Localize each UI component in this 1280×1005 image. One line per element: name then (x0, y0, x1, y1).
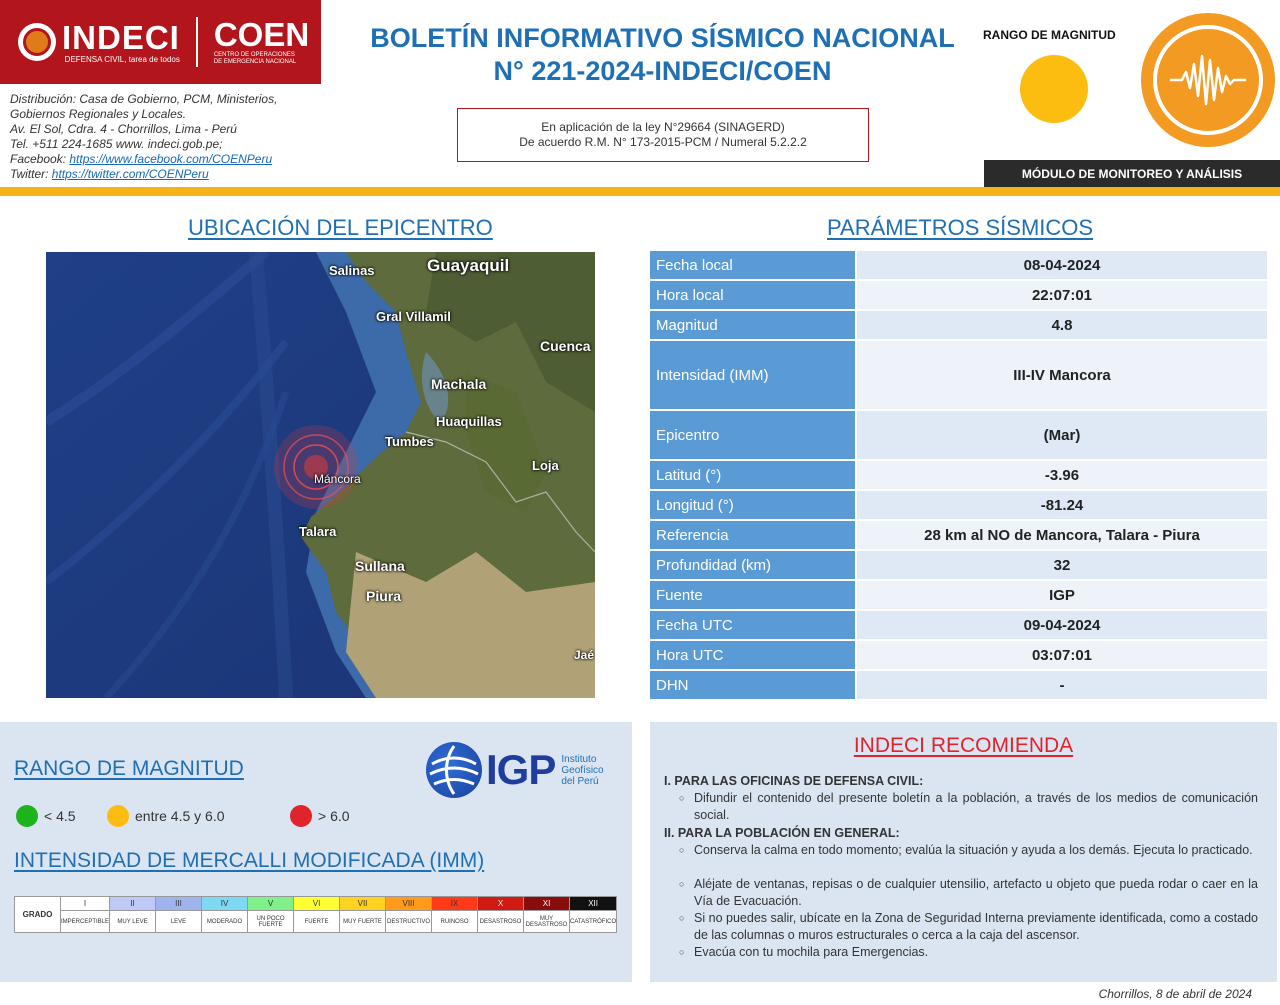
logo-divider (196, 17, 198, 67)
mercalli-level-number: XII (570, 897, 617, 911)
parameter-row (650, 551, 1267, 579)
seismograph-icon (1141, 13, 1275, 147)
mercalli-level-number: VII (340, 897, 386, 911)
recommendation-item: ○ Evacúa con tu mochila para Emergencias. (694, 944, 1258, 961)
parameter-value: 28 km al NO de Mancora, Talara - Piura (857, 521, 1267, 549)
parameter-value: 22:07:01 (857, 281, 1267, 309)
igp-subtitle-line: Geofísico (561, 764, 604, 776)
address-line: Av. El Sol, Cdra. 4 - Chorrillos, Lima - Perú (10, 122, 237, 136)
magnitude-range-indicator (1020, 55, 1088, 123)
parameter-value: 4.8 (857, 311, 1267, 339)
map-label-guayaquil: Guayaquil (427, 256, 510, 275)
mercalli-level-number: II (110, 897, 156, 911)
map-label-tumbes: Tumbes (385, 434, 434, 449)
mercalli-level-number: IX (432, 897, 478, 911)
legend-item-mid (107, 805, 225, 827)
map-label-salinas: Salinas (329, 263, 375, 278)
igp-subtitle (561, 754, 603, 787)
seismic-parameters-table (650, 251, 1267, 701)
parameter-row (650, 341, 1267, 409)
mercalli-level-description: IMPERCEPTIBLE (61, 911, 110, 933)
parameter-key: Longitud (°) (650, 491, 855, 519)
map-label-sullana: Sullana (355, 558, 405, 574)
mercalli-scale-table (14, 896, 617, 933)
mercalli-level-description: DESASTROSO (478, 911, 524, 933)
coen-wordmark: COEN (213, 16, 310, 53)
parameter-value: 32 (857, 551, 1267, 579)
parameter-key: Hora local (650, 281, 855, 309)
header-divider (0, 187, 1280, 196)
facebook-line (10, 152, 310, 167)
indeci-tagline: DEFENSA CIVIL, tarea de todos (64, 54, 180, 64)
recommendations-list (664, 772, 1258, 961)
parameters-section-title: PARÁMETROS SÍSMICOS (827, 215, 1094, 240)
parameter-row (650, 641, 1267, 669)
igp-subtitle-line: del Perú (561, 775, 599, 787)
mercalli-level-number: V (248, 897, 294, 911)
mercalli-level-number: I (61, 897, 110, 911)
coen-logo (214, 18, 309, 66)
distribution-line: Distribución: Casa de Gobierno, PCM, Ministerios, (10, 92, 278, 106)
law-reference-box (457, 108, 869, 162)
map-label-machala: Machala (431, 376, 487, 392)
parameter-key: Latitud (°) (650, 461, 855, 489)
parameter-value: -3.96 (857, 461, 1267, 489)
parameter-row (650, 281, 1267, 309)
coen-tagline-1: CENTRO DE OPERACIONES (213, 52, 295, 58)
parameter-key: Hora UTC (650, 641, 855, 669)
epicenter-map (46, 252, 595, 698)
parameter-value: 03:07:01 (857, 641, 1267, 669)
coen-tagline-2: DE EMERGENCIA NACIONAL (213, 59, 297, 65)
facebook-link[interactable]: https://www.facebook.com/COENPeru (69, 152, 273, 166)
mercalli-level-description: MUY DESASTROSO (524, 911, 570, 933)
red-dot-icon (290, 805, 312, 827)
igp-globe-icon (426, 742, 482, 798)
parameter-row (650, 521, 1267, 549)
map-label-piura: Piura (366, 588, 402, 604)
igp-wordmark: IGP (486, 746, 556, 793)
parameter-value: - (857, 671, 1267, 699)
parameter-row (650, 491, 1267, 519)
parameter-value: 08-04-2024 (857, 251, 1267, 279)
recommendation-item: ○ Difundir el contenido del presente boletín a la población, a través de los medios de comunicación social. (694, 790, 1258, 824)
mercalli-level-description: UN POCO FUERTE (248, 911, 294, 933)
parameter-row (650, 611, 1267, 639)
map-label-talara: Talara (299, 524, 337, 539)
law-line-1: En aplicación de la ley N°29664 (SINAGERD) (541, 120, 785, 134)
recommendation-item: ○ Conserva la calma en todo momento; evalúa la situación y ayuda a los demás. Ejecuta lo practicado. (694, 842, 1258, 859)
mercalli-level-description: RUINOSO (432, 911, 478, 933)
legend-label: > 6.0 (318, 808, 350, 824)
mercalli-level-description: MUY LEVE (110, 911, 156, 933)
parameter-value: 09-04-2024 (857, 611, 1267, 639)
parameter-key: Referencia (650, 521, 855, 549)
parameter-key: DHN (650, 671, 855, 699)
parameter-value: (Mar) (857, 411, 1267, 459)
indeci-wordmark: INDECI (62, 18, 180, 56)
mercalli-level-number: XI (524, 897, 570, 911)
mercalli-level-number: VIII (386, 897, 432, 911)
recommendations-title: INDECI RECOMIENDA (853, 734, 1074, 757)
map-label-gral-villamil: Gral Villamil (376, 309, 451, 324)
bulletin-title-line-1: BOLETÍN INFORMATIVO SÍSMICO NACIONAL (370, 23, 955, 53)
mercalli-level-number: IV (202, 897, 248, 911)
mercalli-level-description: MUY FUERTE (340, 911, 386, 933)
parameter-key: Fecha local (650, 251, 855, 279)
parameter-row (650, 251, 1267, 279)
phone-line: Tel. +511 224-1685 www. indeci.gob.pe; (10, 137, 223, 151)
parameter-row (650, 461, 1267, 489)
parameter-key: Intensidad (IMM) (650, 341, 855, 409)
map-label-jae: Jaé (574, 648, 595, 662)
mercalli-level-description: CATASTRÓFICO (570, 911, 617, 933)
mercalli-level-description: LEVE (156, 911, 202, 933)
igp-logo (426, 742, 604, 798)
bulletin-number: N° 221-2024-INDECI/COEN (493, 56, 832, 86)
recommendation-item: ○ Si no puedes salir, ubícate en la Zona de Seguridad Interna previamente identificada, como a costado de las columnas o muros estructurales o cerca a la caja del ascensor. (694, 910, 1258, 944)
mercalli-level-description: FUERTE (294, 911, 340, 933)
indeci-logo (62, 18, 180, 64)
parameter-key: Magnitud (650, 311, 855, 339)
footer-date: Chorrillos, 8 de abril de 2024 (1098, 987, 1252, 1001)
recommendation-section-heading: II. PARA LA POBLACIÓN EN GENERAL: (664, 826, 900, 840)
indeci-emblem-icon (18, 23, 56, 61)
parameter-key: Fuente (650, 581, 855, 609)
parameter-key: Fecha UTC (650, 611, 855, 639)
parameter-key: Profundidad (km) (650, 551, 855, 579)
map-label-cuenca: Cuenca (540, 338, 591, 354)
recommendation-section-heading: I. PARA LAS OFICINAS DE DEFENSA CIVIL: (664, 774, 924, 788)
distribution-line: Gobiernos Regionales y Locales. (10, 107, 187, 121)
map-label-huaquillas: Huaquillas (436, 414, 502, 429)
magnitude-range-label: RANGO DE MAGNITUD (983, 28, 1116, 42)
yellow-dot-icon (107, 805, 129, 827)
parameter-row (650, 411, 1267, 459)
twitter-link[interactable]: https://twitter.com/COENPeru (51, 167, 209, 181)
mercalli-level-description: DESTRUCTIVO (386, 911, 432, 933)
twitter-label: Twitter: (10, 167, 52, 181)
magnitude-legend-title: RANGO DE MAGNITUD (14, 757, 244, 780)
green-dot-icon (16, 805, 38, 827)
indeci-coen-logo (0, 0, 321, 84)
legend-label: < 4.5 (44, 808, 76, 824)
mercalli-level-number: III (156, 897, 202, 911)
legend-item-low (16, 805, 76, 827)
distribution-info (10, 92, 310, 182)
mercalli-level-number: X (478, 897, 524, 911)
legend-item-high (290, 805, 350, 827)
parameter-row (650, 671, 1267, 699)
bulletin-title (340, 22, 985, 88)
epicenter-section-title: UBICACIÓN DEL EPICENTRO (188, 215, 493, 240)
recommendation-item: ○ Aléjate de ventanas, repisas o de cualquier utensilio, artefacto u objeto que pueda rodar o caer en la Vía de Evacuación. (694, 876, 1258, 910)
module-banner: MÓDULO DE MONITOREO Y ANÁLISIS (984, 160, 1280, 187)
igp-subtitle-line: Instituto (561, 753, 597, 765)
twitter-line (10, 167, 310, 182)
parameter-value: IGP (857, 581, 1267, 609)
parameter-value: -81.24 (857, 491, 1267, 519)
mercalli-level-number: VI (294, 897, 340, 911)
map-label-mancora: Máncora (314, 472, 361, 486)
parameter-row (650, 581, 1267, 609)
legend-label: entre 4.5 y 6.0 (135, 808, 225, 824)
parameter-value: III-IV Mancora (857, 341, 1267, 409)
facebook-label: Facebook: (10, 152, 70, 166)
mercalli-title: INTENSIDAD DE MERCALLI MODIFICADA (IMM) (14, 849, 485, 872)
parameter-row (650, 311, 1267, 339)
law-line-2: De acuerdo R.M. N° 173-2015-PCM / Numeral 5.2.2.2 (519, 135, 807, 149)
parameter-key: Epicentro (650, 411, 855, 459)
mercalli-grado-label: GRADO (15, 897, 61, 933)
map-label-loja: Loja (532, 458, 559, 473)
mercalli-level-description: MODERADO (202, 911, 248, 933)
